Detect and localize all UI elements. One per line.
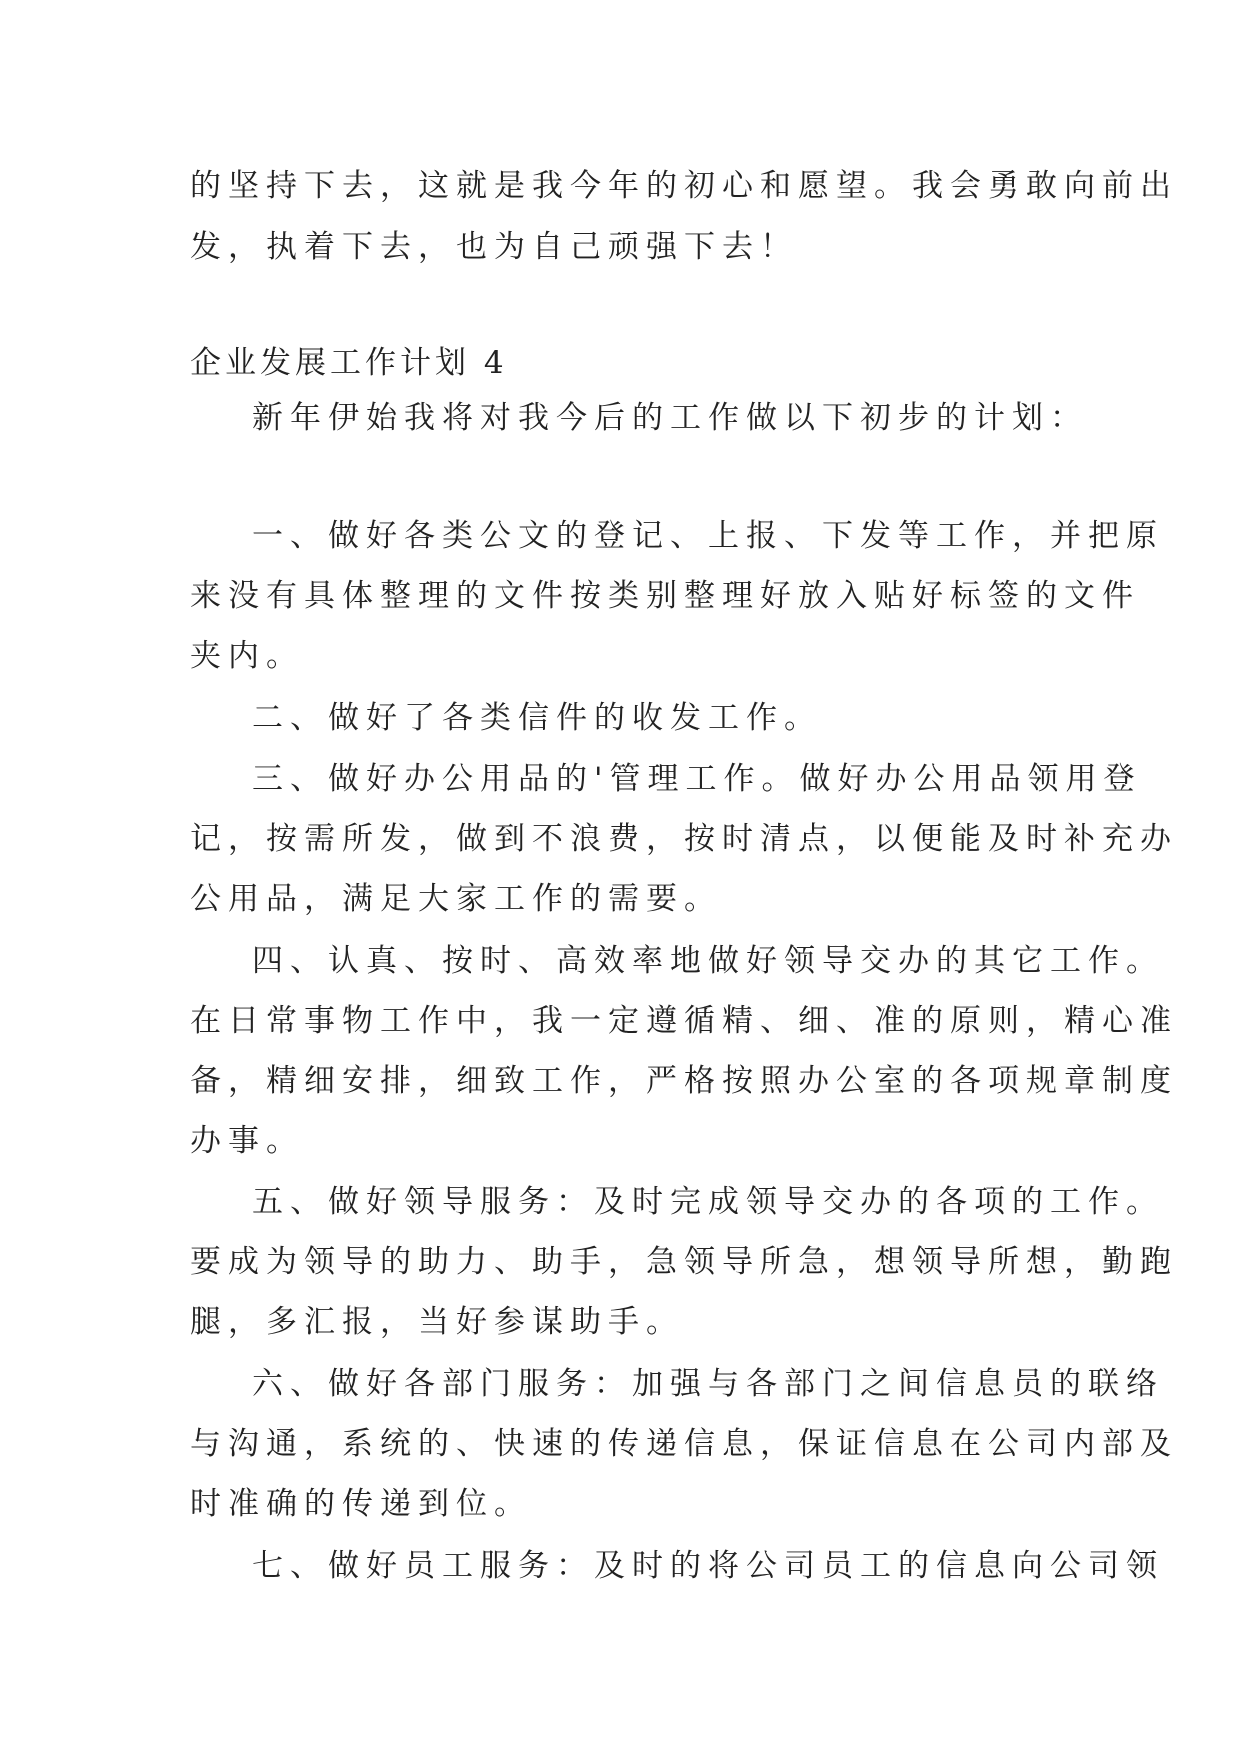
item-2-line-1: 二、做好了各类信件的收发工作。 — [252, 700, 822, 736]
item-6-line-2: 与沟通，系统的、快速的传递信息，保证信息在公司内部及 — [190, 1426, 1178, 1462]
item-7-line-1: 七、做好员工服务：及时的将公司员工的信息向公司领 — [252, 1548, 1164, 1584]
item-5-line-1: 五、做好领导服务：及时完成领导交办的各项的工作。 — [252, 1184, 1164, 1220]
item-4-line-1: 四、认真、按时、高效率地做好领导交办的其它工作。 — [252, 943, 1164, 979]
item-1-line-2: 来没有具体整理的文件按类别整理好放入贴好标签的文件 — [190, 578, 1140, 614]
item-1-line-1: 一、做好各类公文的登记、上报、下发等工作，并把原 — [252, 518, 1164, 554]
item-3-line-1: 三、做好办公用品的'管理工作。做好办公用品领用登 — [252, 761, 1142, 797]
item-4-line-3: 备，精细安排，细致工作，严格按照办公室的各项规章制度 — [190, 1063, 1178, 1099]
item-1-line-3: 夹内。 — [190, 638, 304, 674]
item-5-line-3: 腿，多汇报，当好参谋助手。 — [190, 1304, 684, 1340]
item-4-line-4: 办事。 — [190, 1123, 304, 1159]
continuation-line-1: 的坚持下去，这就是我今年的初心和愿望。我会勇敢向前出 — [190, 168, 1178, 204]
item-6-line-1: 六、做好各部门服务：加强与各部门之间信息员的联络 — [252, 1366, 1164, 1402]
continuation-line-2: 发，执着下去，也为自己顽强下去！ — [190, 229, 798, 265]
item-3-line-3: 公用品，满足大家工作的需要。 — [190, 881, 722, 917]
item-6-line-3: 时准确的传递到位。 — [190, 1486, 532, 1522]
intro-paragraph: 新年伊始我将对我今后的工作做以下初步的计划： — [252, 400, 1088, 436]
item-3-line-2: 记，按需所发，做到不浪费，按时清点，以便能及时补充办 — [190, 821, 1178, 857]
section-title: 企业发展工作计划 4 — [190, 345, 508, 381]
item-4-line-2: 在日常事物工作中，我一定遵循精、细、准的原则，精心准 — [190, 1003, 1178, 1039]
item-5-line-2: 要成为领导的助力、助手，急领导所急，想领导所想，勤跑 — [190, 1244, 1178, 1280]
